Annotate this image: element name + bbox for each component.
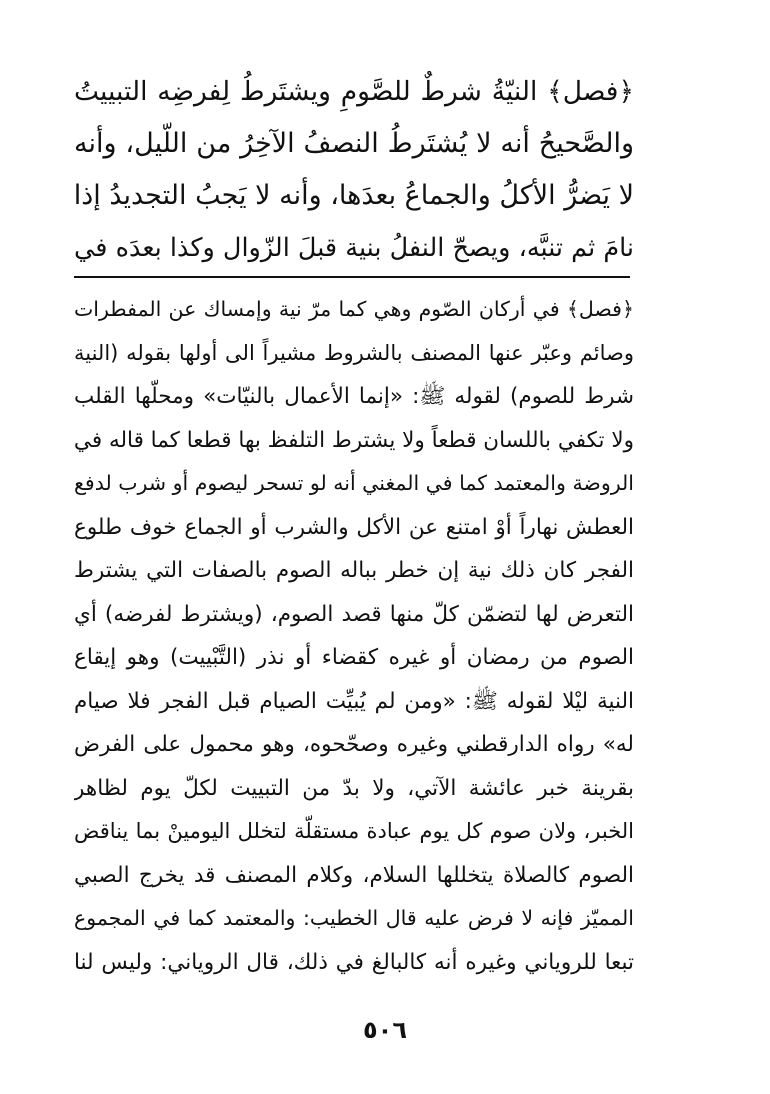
commentary-line: الفجر كان ذلك نية إن خطر بباله الصوم بالصفات التي يشترط bbox=[74, 558, 634, 583]
commentary-line: ﴿فصل﴾ في أركان الصّوم وهي كما مرّ نية وإمساك عن المفطرات bbox=[74, 297, 634, 321]
commentary-line: ولا تكفي باللسان قطعاً ولا يشترط التلفظ بها قطعا كما قاله في bbox=[74, 427, 634, 453]
main-text-line: لا يَضرُّ الأكلُ والجماعُ بعدَها، وأنه لا يَجبُ التجديدُ إذا bbox=[74, 180, 634, 211]
commentary-line: الروضة والمعتمد كما في المغني أنه لو تسحر ليصوم أو شرب لدفع bbox=[74, 471, 634, 495]
commentary-line: الصوم من رمضان أو غيره كقضاء أو نذر (التَّبْييت) وهو إيقاع bbox=[74, 645, 634, 670]
main-text-line: ﴿فصل﴾ النيّةُ شرطٌ للصَّومِ ويشتَرطُ لِفرضِه التبييتُ bbox=[74, 76, 634, 107]
main-text-line: والصَّحيحُ أنه لا يُشتَرطُ النصفُ الآخِرُ من اللّيل، وأنه bbox=[74, 128, 634, 159]
commentary-line: بقرينة خبر عائشة الآتي، ولا بدّ من التبييت لكلّ يوم لظاهر bbox=[74, 775, 634, 801]
separator-line bbox=[74, 276, 630, 278]
commentary-line: التعرض لها لتضمّن كلّ منها قصد الصوم، (ويشترط لفرضه) أي bbox=[74, 601, 634, 627]
commentary-line: له» رواه الدارقطني وغيره وصحّحوه، وهو محمول على الفرض bbox=[74, 732, 634, 757]
commentary-line: وصائم وعبّر عنها المصنف بالشروط مشيراً الى أولها بقوله (النية bbox=[74, 340, 634, 365]
commentary-line: شرط للصوم) لقوله ﷺ: «إنما الأعمال بالنيّات» ومحلّها القلب bbox=[74, 384, 634, 409]
commentary-line: المميّز فإنه لا فرض عليه قال الخطيب: والمعتمد كما في المجموع bbox=[74, 906, 634, 930]
commentary-line: النية ليْلا لقوله ﷺ: «ومن لم يُبيِّت الصيام قبل الفجر فلا صيام bbox=[74, 688, 634, 714]
commentary-line: الصوم كالصلاة يتخللها السلام، وكلام المصنف قد يخرج الصبي bbox=[74, 862, 634, 888]
commentary-line: العطش نهاراً أوْ امتنع عن الأكل والشرب أو الجماع خوف طلوع bbox=[74, 514, 634, 540]
page-number: ٥٠٦ bbox=[363, 1016, 407, 1044]
commentary-line: تبعا للروياني وغيره أنه كالبالغ في ذلك، قال الروياني: وليس لنا bbox=[74, 949, 634, 975]
commentary-text bbox=[74, 288, 634, 984]
main-text bbox=[74, 66, 634, 274]
main-text-line: نامَ ثم تنبَّه، ويصحّ النفلُ بنية قبلَ الزّوال وكذا بعدَه في bbox=[74, 233, 634, 263]
commentary-line: الخبر، ولان صوم كل يوم عبادة مستقلّة لتخلل اليومينْ بما يناقض bbox=[74, 819, 634, 843]
